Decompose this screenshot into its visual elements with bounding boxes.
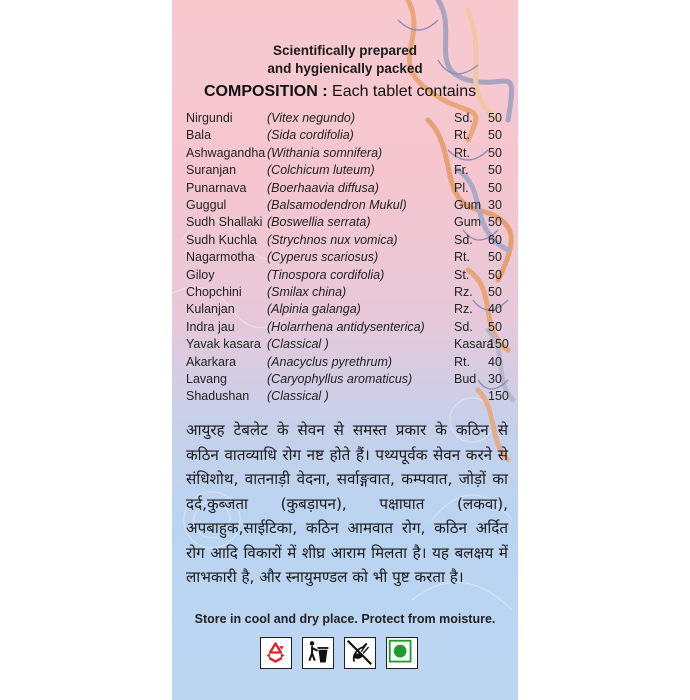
ingredient-name: Ashwagandha [186, 145, 266, 160]
ingredient-name: Nirgundi [186, 111, 233, 125]
ingredient-part: St. [454, 267, 470, 282]
ingredient-quantity: 50 [488, 180, 502, 195]
ingredient-quantity: 50 [488, 111, 502, 125]
composition-subtitle: Each tablet contains [332, 83, 477, 100]
ingredient-latin-name: (Boswellia serrata) [267, 215, 371, 230]
ingredient-part: Fr. [454, 163, 469, 178]
ingredient-name: Suranjan [186, 163, 237, 178]
ingredient-part: Gum [454, 198, 482, 212]
header-line-1: Scientifically prepared [272, 43, 418, 58]
composition-heading [204, 83, 476, 101]
ingredient-latin-name: (Caryophyllus aromaticus) [267, 372, 413, 386]
ingredient-quantity: 40 [488, 354, 502, 369]
ingredient-latin-name: (Strychnos nux vomica) [267, 232, 398, 247]
ingredient-quantity: 50 [488, 285, 502, 299]
ingredient-part: Rt. [454, 354, 470, 369]
composition-title: COMPOSITION : [204, 83, 328, 100]
ingredient-name: Kulanjan [186, 302, 235, 317]
ingredient-quantity: 50 [488, 163, 502, 178]
ingredient-latin-name: (Alpinia galanga) [267, 302, 361, 317]
ingredient-latin-name: (Holarrhena antidysenterica) [267, 319, 425, 334]
ingredient-name: Punarnava [186, 180, 247, 195]
ingredient-part: Gum [454, 215, 482, 230]
ingredient-name: Guggul [186, 198, 227, 212]
ingredient-name: Chopchini [186, 285, 242, 299]
ingredient-part: Rt. [454, 145, 470, 160]
ingredient-quantity: 150 [488, 337, 509, 352]
ingredient-latin-name: (Boerhaavia diffusa) [267, 180, 379, 195]
ingredient-quantity: 50 [488, 319, 502, 334]
no-littering-icon [344, 637, 376, 669]
ingredient-quantity: 30 [488, 372, 502, 386]
ingredient-part: Sd. [454, 319, 473, 334]
ingredient-part: Sd. [454, 232, 473, 247]
ingredient-latin-name: (Classical ) [267, 389, 329, 404]
product-label-panel [172, 0, 518, 700]
recycle-icon [260, 637, 292, 669]
dispose-in-bin-icon [302, 637, 334, 669]
storage-instructions: Store in cool and dry place. Protect from moisture. [194, 612, 496, 626]
ingredient-name: Nagarmotha [186, 250, 255, 265]
ingredient-part: Rt. [454, 250, 470, 265]
ingredient-latin-name: (Balsamodendron Mukul) [267, 198, 407, 212]
ingredient-latin-name: (Colchicum luteum) [267, 163, 375, 178]
ingredient-quantity: 50 [488, 215, 502, 230]
ingredient-name: Yavak kasara [186, 337, 261, 352]
ingredient-latin-name: (Anacyclus pyrethrum) [267, 354, 393, 369]
vegetarian-mark-icon [386, 637, 418, 669]
ingredient-quantity: 50 [488, 128, 502, 143]
ingredient-quantity: 40 [488, 302, 502, 317]
ingredient-latin-name: (Smilax china) [267, 285, 347, 299]
ingredient-latin-name: (Vitex negundo) [267, 111, 356, 125]
ingredient-latin-name: (Tinospora cordifolia) [267, 267, 385, 282]
ingredient-quantity: 50 [488, 250, 502, 265]
ingredient-name: Lavang [186, 372, 228, 386]
ingredient-name: Sudh Shallaki [186, 215, 263, 230]
ingredient-quantity: 60 [488, 232, 502, 247]
ingredient-latin-name: (Withania somnifera) [267, 145, 383, 160]
hindi-description: आयुरह टेबलेट के सेवन से समस्त प्रकार के कठिन से कठिन वातव्याधि रोग नष्ट होते हैं। पथ्यपूर्वक सेवन करने से संधिशोथ, वातनाड़ी वेदना, सर्वाङ्गवात, कम्पवात, जोड़ों का दर्द,कुब्जता (कुबड़ापन), पक्षाघात (लकवा), अपबाहुक,साईटिका, कठिन आमवात रोग, कठिन अर्दित रोग आदि विकारों में शीघ्र आराम मिलता है। यह बलक्षय में लाभकारी है, और स्नायुमण्डल को भी पुष्ट करता है। [186, 421, 508, 586]
ingredient-part: Rt. [454, 128, 470, 143]
ingredient-name: Shadushan [186, 389, 250, 404]
ingredient-part: Pl. [454, 180, 469, 195]
ingredient-part: Rz. [454, 302, 473, 317]
ingredient-part: Rz. [454, 285, 473, 299]
ingredient-name: Giloy [186, 267, 215, 282]
ingredient-name: Akarkara [186, 354, 237, 369]
ingredient-quantity: 30 [488, 198, 502, 212]
ingredient-name: Sudh Kuchla [186, 232, 257, 247]
ingredient-part: Bud [454, 372, 477, 386]
header-line-2: and hygienically packed [267, 61, 423, 76]
ingredient-latin-name: (Cyperus scariosus) [267, 250, 379, 265]
ingredient-part: Kasara [454, 337, 494, 352]
ingredient-name: Indra jau [186, 319, 235, 334]
ingredient-quantity: 150 [488, 389, 509, 404]
ingredient-name: Bala [186, 128, 212, 143]
ingredient-part: Sd. [454, 111, 473, 125]
ingredient-latin-name: (Sida cordifolia) [267, 128, 354, 143]
ingredient-latin-name: (Classical ) [267, 337, 329, 352]
ingredient-quantity: 50 [488, 267, 502, 282]
ingredient-quantity: 50 [488, 145, 502, 160]
